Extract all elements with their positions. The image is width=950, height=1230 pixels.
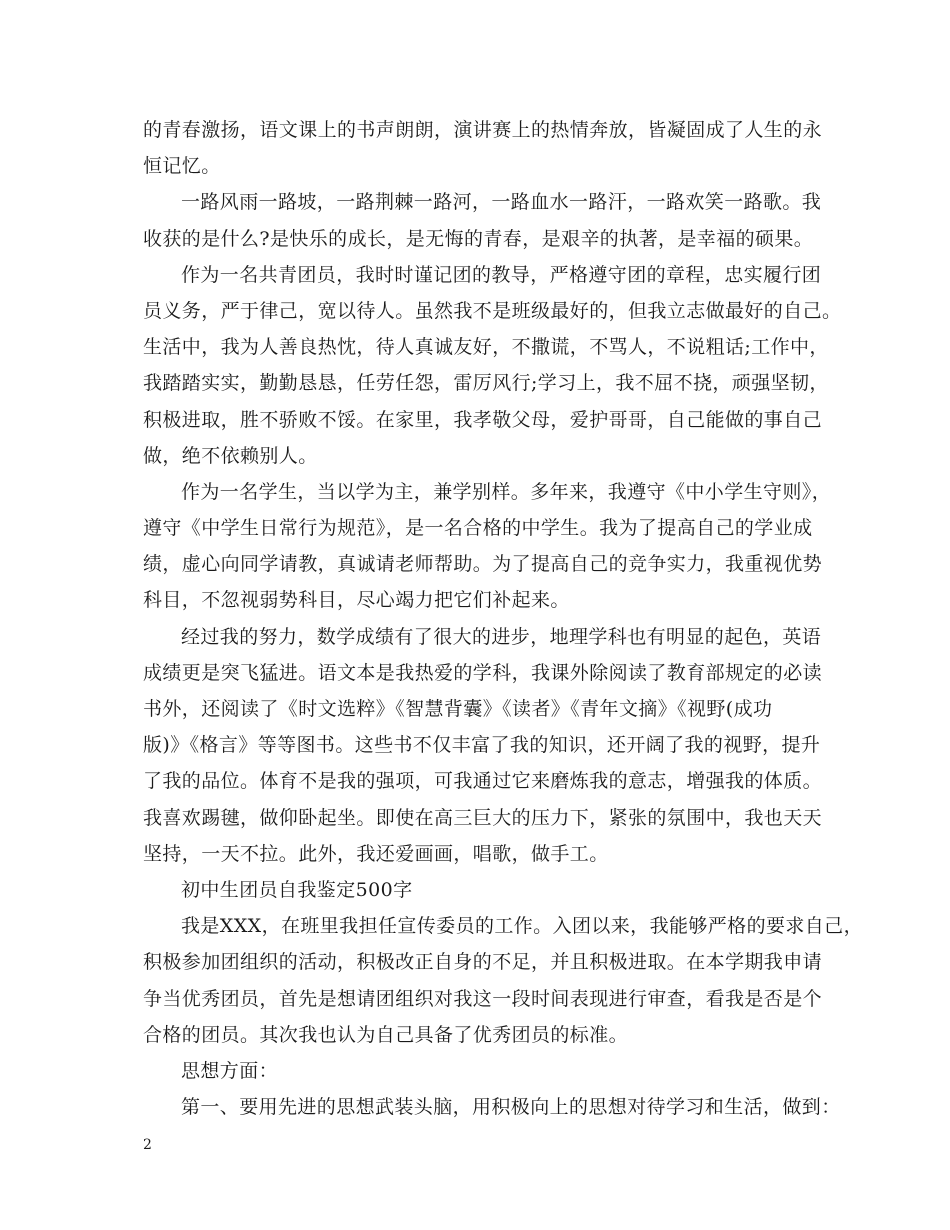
text-line: 恒记忆。 <box>143 155 221 178</box>
text-line: 我踏踏实实，勤勤恳恳，任劳任怨，雷厉风行;学习上，我不屈不挠，顽强坚韧， <box>143 372 829 395</box>
text-line: 经过我的努力，数学成绩有了很大的进步，地理学科也有明显的起色，英语 <box>181 625 822 648</box>
body-text <box>143 112 863 1125</box>
text-line: 我喜欢踢毽，做仰卧起坐。即使在高三巨大的压力下，紧张的氛围中，我也天天 <box>143 806 823 829</box>
text-line: 做，绝不依赖别人。 <box>143 444 318 467</box>
text-line: 合格的团员。其次我也认为自己具备了优秀团员的标准。 <box>143 1023 629 1046</box>
text-line: 书外，还阅读了《时文选粹》《智慧背囊》《读者》《青年文摘》《视野(成功 <box>143 698 773 720</box>
text-line: 第一、要用先进的思想武装头脑，用积极向上的思想对待学习和生活，做到： <box>181 1096 841 1119</box>
text-line: 积极进取，胜不骄败不馁。在家里，我孝敬父母，爱护哥哥，自己能做的事自己 <box>143 408 823 431</box>
text-line: 作为一名学生，当以学为主，兼学别样。多年来，我遵守《中小学生守则》， <box>181 480 832 503</box>
text-line: 了我的品位。体育不是我的强项，可我通过它来磨炼我的意志，增强我的体质。 <box>143 770 823 793</box>
text-line: 科目，不忽视弱势科目，尽心竭力把它们补起来。 <box>143 589 570 612</box>
text-line: 版)》《格言》等等图书。这些书不仅丰富了我的知识，还开阔了我的视野，提升 <box>143 734 821 757</box>
text-line: 绩，虚心向同学请教，真诚请老师帮助。为了提高自己的竞争实力，我重视优势 <box>143 553 823 576</box>
text-line: 积极参加团组织的活动，积极改正自身的不足，并且积极进取。在本学期我申请 <box>143 951 823 974</box>
text-line: 一路风雨一路坡，一路荆棘一路河，一路血水一路汗，一路欢笑一路歌。我 <box>181 191 822 214</box>
page-number: 2 <box>143 1137 152 1153</box>
text-line: 争当优秀团员，首先是想请团组织对我这一段时间表现进行审查，看我是否是个 <box>143 987 823 1010</box>
text-line: 员义务，严于律己，宽以待人。虽然我不是班级最好的，但我立志做最好的自己。 <box>143 299 842 322</box>
text-line: 成绩更是突飞猛进。语文本是我热爱的学科，我课外除阅读了教育部规定的必读 <box>143 661 823 684</box>
text-line: 作为一名共青团员，我时时谨记团的教导，严格遵守团的章程，忠实履行团 <box>181 263 822 286</box>
text-line: 遵守《中学生日常行为规范》，是一名合格的中学生。我为了提高自己的学业成 <box>143 517 813 540</box>
text-line: 思想方面： <box>181 1059 279 1082</box>
text-line: 收获的是什么?是快乐的成长，是无悔的青春，是艰辛的执著，是幸福的硕果。 <box>143 227 814 250</box>
text-line: 生活中，我为人善良热忱，待人真诚友好，不撒谎，不骂人，不说粗话;工作中， <box>143 336 829 359</box>
text-line: 的青春激扬，语文课上的书声朗朗，演讲赛上的热情奔放，皆凝固成了人生的永 <box>143 119 823 141</box>
text-line: 初中生团员自我鉴定500字 <box>181 878 413 901</box>
text-line: 坚持，一天不拉。此外，我还爱画画，唱歌，做手工。 <box>143 842 609 865</box>
text-line: 我是XXX，在班里我担任宣传委员的工作。入团以来，我能够严格的要求自己， <box>181 915 863 938</box>
